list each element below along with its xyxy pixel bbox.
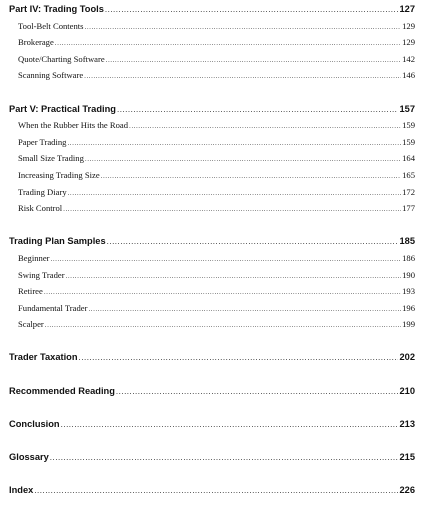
dot-leader (88, 306, 401, 313)
dot-leader (84, 73, 401, 80)
toc-page-number: 202 (399, 352, 415, 363)
dot-leader (116, 387, 399, 396)
toc-entry-title: Part IV: Trading Tools (9, 4, 104, 14)
toc-entry-title: Index (9, 485, 34, 496)
toc-page-number: 164 (402, 153, 415, 164)
toc-entry-title: Small Size Trading (18, 153, 84, 164)
toc-section-entry[interactable] (9, 452, 415, 469)
toc-page-number: 165 (402, 169, 415, 180)
toc-section-entry[interactable] (9, 352, 415, 369)
dot-leader (101, 173, 401, 180)
toc-section-entry[interactable] (9, 419, 415, 436)
toc-page-number: 193 (402, 286, 415, 297)
toc-entry-title: Quote/Charting Software (18, 53, 105, 64)
table-of-contents (9, 4, 415, 502)
toc-entry-title: Tool-Belt Contents (18, 20, 84, 31)
toc-section-entry[interactable] (9, 104, 415, 121)
toc-page-number: 199 (402, 319, 415, 330)
toc-page-number: 129 (402, 20, 415, 31)
toc-subsection-entry[interactable] (9, 54, 415, 71)
toc-section-entry[interactable] (9, 4, 415, 21)
dot-leader (51, 256, 402, 263)
toc-section-entry[interactable] (9, 485, 415, 502)
dot-leader (45, 322, 401, 329)
toc-subsection-entry[interactable] (9, 319, 415, 336)
toc-entry-title: Scalper (18, 319, 44, 330)
toc-page-number: 196 (402, 302, 415, 313)
toc-subsection-entry[interactable] (9, 270, 415, 287)
dot-leader (61, 420, 399, 429)
toc-entry-title: Risk Control (18, 203, 63, 214)
toc-page-number: 172 (402, 186, 415, 197)
toc-entry-title: Trader Taxation (9, 352, 78, 363)
dot-leader (67, 140, 401, 147)
dot-leader (129, 123, 401, 130)
toc-subsection-entry[interactable] (9, 21, 415, 38)
toc-section-entry[interactable] (9, 386, 415, 403)
toc-entry-title: Swing Trader (18, 269, 65, 280)
dot-leader (85, 24, 402, 31)
dot-leader (106, 57, 401, 64)
dot-leader (79, 353, 399, 362)
section-spacer (9, 87, 415, 104)
toc-page-number: 142 (402, 53, 415, 64)
toc-page-number: 215 (399, 452, 415, 463)
toc-entry-title: Fundamental Trader (18, 302, 88, 313)
toc-entry-title: Trading Plan Samples (9, 236, 106, 247)
toc-page-number: 190 (402, 269, 415, 280)
toc-subsection-entry[interactable] (9, 70, 415, 87)
toc-entry-title: Trading Diary (18, 186, 67, 197)
toc-page-number: 210 (399, 385, 415, 396)
toc-subsection-entry[interactable] (9, 153, 415, 170)
toc-entry-title: Glossary (9, 452, 49, 463)
toc-subsection-entry[interactable] (9, 303, 415, 320)
toc-page-number: 159 (402, 120, 415, 131)
dot-leader (117, 105, 399, 114)
toc-page-number: 159 (402, 136, 415, 147)
toc-page-number: 226 (399, 485, 415, 496)
toc-page-number: 157 (399, 103, 415, 114)
dot-leader (66, 273, 402, 280)
toc-subsection-entry[interactable] (9, 286, 415, 303)
dot-leader (50, 453, 399, 462)
section-spacer (9, 369, 415, 386)
dot-leader (63, 206, 401, 213)
toc-subsection-entry[interactable] (9, 253, 415, 270)
toc-entry-title: Brokerage (18, 37, 54, 48)
dot-leader (107, 237, 399, 246)
dot-leader (105, 5, 399, 14)
toc-entry-title: Part V: Practical Trading (9, 103, 116, 114)
section-spacer (9, 336, 415, 353)
toc-page-number: 129 (402, 37, 415, 48)
toc-entry-title: Beginner (18, 252, 50, 263)
toc-subsection-entry[interactable] (9, 187, 415, 204)
dot-leader (34, 486, 398, 495)
toc-page-number: 177 (402, 203, 415, 214)
section-spacer (9, 435, 415, 452)
dot-leader (68, 190, 401, 197)
toc-entry-title: Conclusion (9, 418, 60, 429)
toc-entry-title: Paper Trading (18, 136, 67, 147)
toc-page-number: 146 (402, 70, 415, 81)
dot-leader (85, 156, 401, 163)
toc-subsection-entry[interactable] (9, 120, 415, 137)
dot-leader (44, 289, 401, 296)
toc-entry-title: Retiree (18, 286, 43, 297)
toc-subsection-entry[interactable] (9, 137, 415, 154)
toc-entry-title: When the Rubber Hits the Road (18, 120, 129, 131)
toc-subsection-entry[interactable] (9, 203, 415, 220)
section-spacer (9, 402, 415, 419)
toc-page-number: 186 (402, 252, 415, 263)
dot-leader (55, 40, 401, 47)
section-spacer (9, 220, 415, 237)
section-spacer (9, 469, 415, 486)
toc-page-number: 185 (399, 236, 415, 247)
toc-section-entry[interactable] (9, 236, 415, 253)
toc-subsection-entry[interactable] (9, 170, 415, 187)
toc-entry-title: Scanning Software (18, 70, 84, 81)
toc-page-number: 127 (399, 4, 415, 14)
toc-entry-title: Recommended Reading (9, 385, 115, 396)
toc-subsection-entry[interactable] (9, 37, 415, 54)
toc-entry-title: Increasing Trading Size (18, 169, 100, 180)
toc-page-number: 213 (399, 418, 415, 429)
